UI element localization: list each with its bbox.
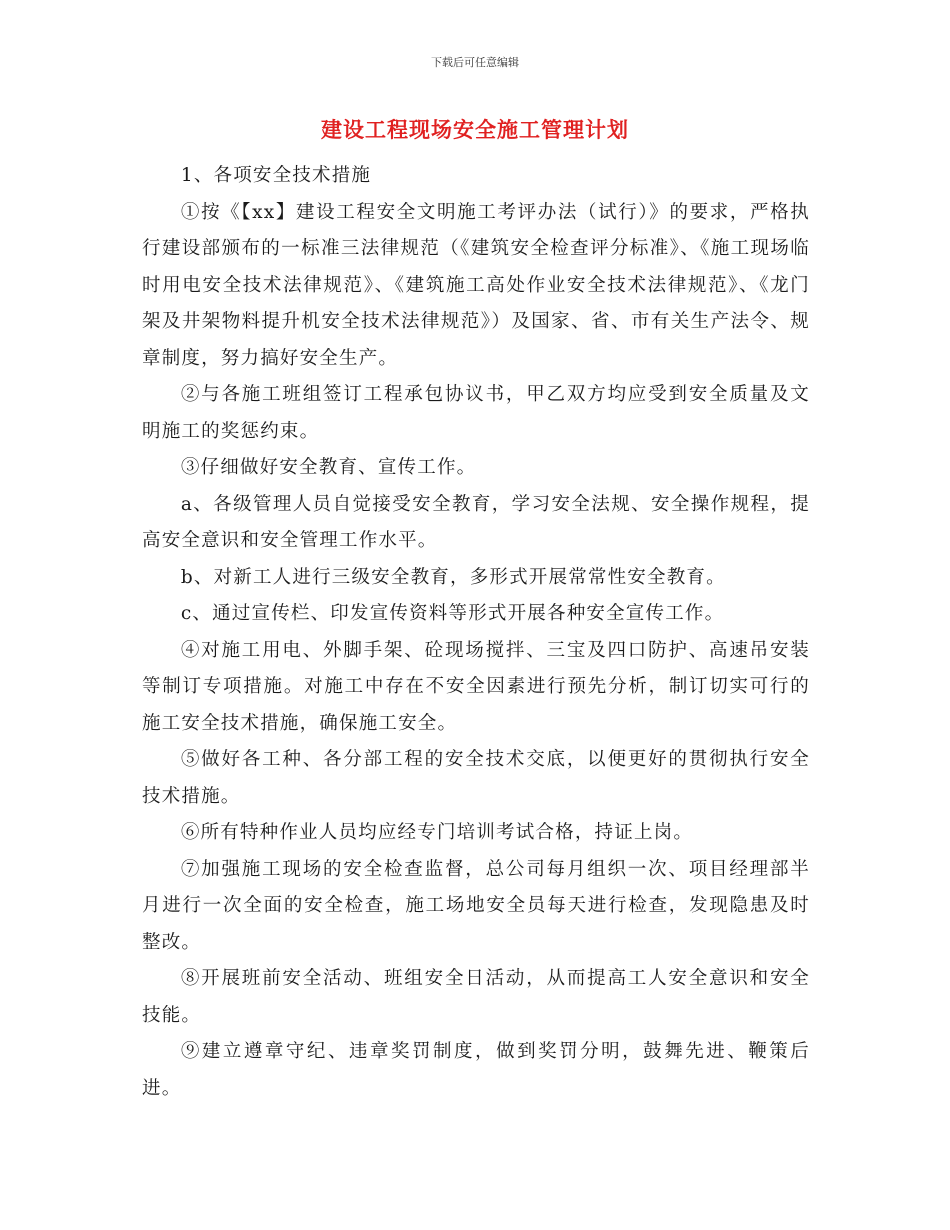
section-heading: 1、各项安全技术措施 (180, 165, 372, 186)
paragraph-item-6: ⑥所有特种作业人员均应经专门培训考试合格，持证上岗。 (180, 822, 694, 843)
paragraph-item-3c: c、通过宣传栏、印发宣传资料等形式开展各种安全宣传工作。 (180, 603, 725, 624)
paragraph-item-5: ⑤做好各工种、各分部工程的安全技术交底，以便更好的贯彻执行安全技术措施。 (142, 749, 810, 807)
document-title: 建设工程现场安全施工管理计划 (321, 117, 629, 142)
document-body (142, 158, 810, 1107)
paragraph-item-4: ④对施工用电、外脚手架、砼现场搅拌、三宝及四口防护、高速吊安装等制订专项措施。对施工中存在不安全因素进行预先分析，制订切实可行的施工安全技术措施，确保施工安全。 (142, 639, 810, 734)
paragraph-item-3b: b、对新工人进行三级安全教育，多形式开展常常性安全教育。 (180, 566, 726, 588)
paragraph-item-8: ⑧开展班前安全活动、班组安全日活动，从而提高工人安全意识和安全技能。 (142, 968, 810, 1026)
paragraph-item-9: ⑨建立遵章守纪、违章奖罚制度，做到奖罚分明，鼓舞先进、鞭策后进。 (142, 1041, 810, 1099)
paragraph-item-3a: a、各级管理人员自觉接受安全教育，学习安全法规、安全操作规程，提高安全意识和安全管理工作水平。 (142, 493, 810, 551)
paragraph-item-1: ①按《【xx】建设工程安全文明施工考评办法（试行）》的要求，严格执行建设部颁布的一标准三法律规范（《建筑安全检查评分标准》、《施工现场临时用电安全技术法律规范》、《建筑施工高处作业安全技术法律规范》、《龙门架及井架物料提升机安全技术法律规范》）及国家、省、市有关生产法令、规章制度，努力搞好安全生产。 (142, 201, 810, 369)
paragraph-item-2: ②与各施工班组签订工程承包协议书，甲乙双方均应受到安全质量及文明施工的奖惩约束。 (142, 384, 810, 442)
paragraph-item-7: ⑦加强施工现场的安全检查监督，总公司每月组织一次、项目经理部半月进行一次全面的安全检查，施工场地安全员每天进行检查，发现隐患及时整改。 (142, 858, 810, 953)
paragraph-item-3: ③仔细做好安全教育、宣传工作。 (180, 457, 477, 478)
header-note: 下载后可任意编辑 (431, 56, 519, 69)
